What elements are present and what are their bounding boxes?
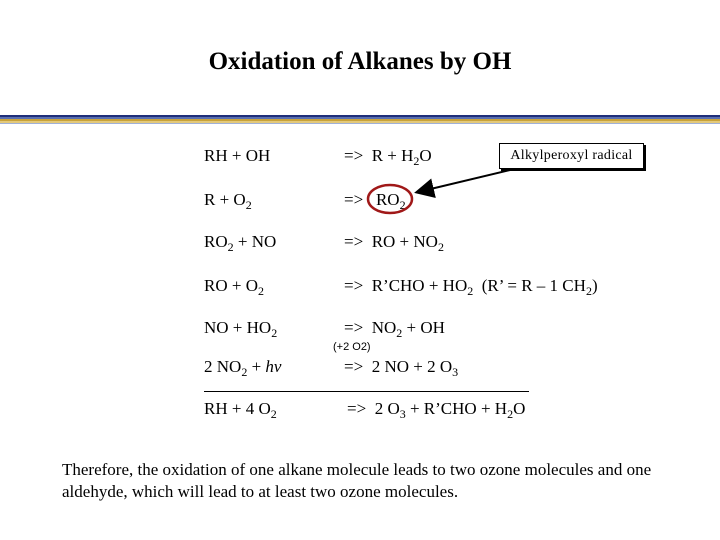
reaction-4-products: => R’CHO + $HO_2$ (R’ = R – 1 $CH_2$) [344, 276, 598, 298]
conclusion-text: Therefore, the oxidation of one alkane molecule leads to two ozone molecules and one aldehyde, which will lead to at least two ozone molecules. [62, 460, 652, 501]
reaction-2-products: => $RO_2$ [344, 190, 406, 212]
oxygen-note: (+2 O2) [333, 341, 371, 353]
reaction-4-reactants: RO + $O_2$ [204, 276, 264, 298]
reaction-1-products: => $R + H_2O$ [344, 146, 432, 168]
slide-title: Oxidation of Alkanes by OH [208, 48, 512, 75]
reaction-1-reactants: RH + OH [204, 146, 271, 165]
ro2-highlight-circle [368, 185, 412, 213]
pointer-arrow [418, 170, 510, 192]
reaction-3-products: => RO + $NO_2$ [344, 232, 444, 254]
net-reaction-products: => 2 $O_3$ + R’CHO + $H_2O$ [347, 399, 526, 421]
reaction-2-reactants: $R + O_2$ [204, 190, 252, 212]
reaction-6-products: => 2 NO + 2 $O_3$ [344, 357, 459, 379]
reaction-3-reactants: $RO_2$ + NO [204, 232, 277, 254]
reaction-5-products: => $NO_2$ + OH [344, 318, 445, 340]
reaction-6-reactants: 2 $NO_2$ + hv [204, 357, 282, 379]
alkylperoxyl-label: Alkylperoxyl radical [499, 143, 644, 169]
reaction-5-reactants: NO + $HO_2$ [204, 318, 278, 340]
net-reaction-reactants: RH + 4 $O_2$ [204, 399, 277, 421]
